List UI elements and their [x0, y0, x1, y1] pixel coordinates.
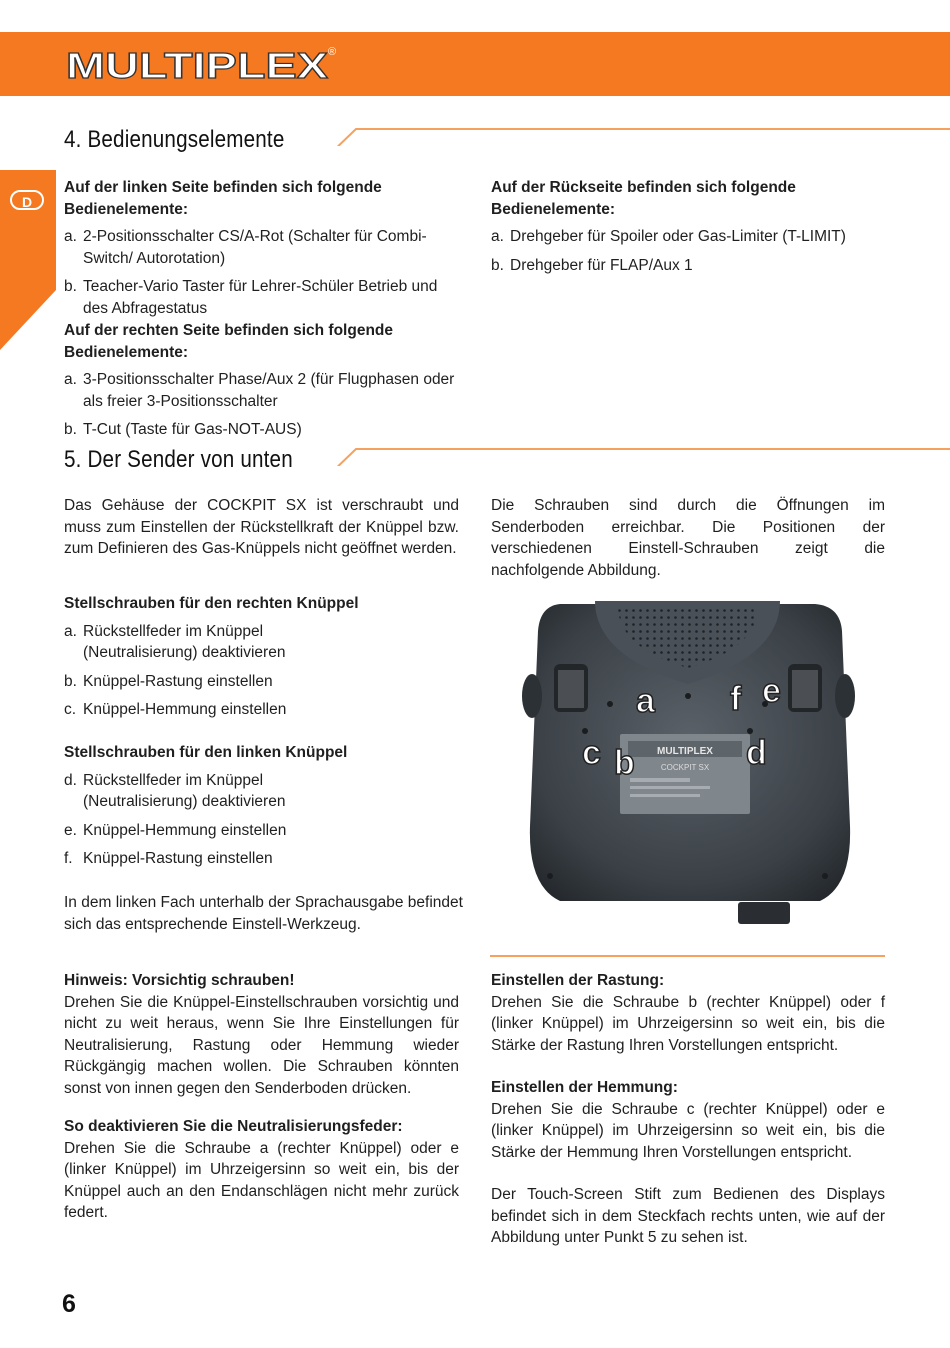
page-number: 6 — [62, 1290, 76, 1318]
item-letter: b. — [64, 421, 77, 438]
list-item — [64, 621, 464, 664]
left-stick-heading: Stellschrauben für den linken Knüppel — [64, 744, 348, 761]
left-side-heading: Auf der linken Seite befinden sich folgende Bedienelemente: — [64, 179, 382, 218]
item-text: Knüppel-Rastung einstellen — [83, 672, 273, 690]
item-text: Rückstellfeder im Knüppel (Neutralisierung) deaktivieren — [83, 622, 286, 661]
brand-name: MULTIPLEX — [66, 45, 328, 86]
item-text: Knüppel-Rastung einstellen — [83, 850, 273, 867]
item-text: Knüppel-Hemmung einstellen — [83, 701, 287, 718]
item-letter: a. — [64, 228, 77, 245]
photo-label-c: c — [582, 734, 601, 772]
item-letter: a. — [64, 622, 77, 640]
item-letter: c. — [64, 701, 77, 718]
photo-label-e: e — [762, 672, 781, 710]
photo-label-b: b — [614, 744, 635, 782]
photo-underline — [490, 955, 885, 957]
detent-heading: Einstellen der Rastung: — [491, 972, 665, 989]
item-letter: b. — [491, 256, 504, 274]
stylus-note: Der Touch-Screen Stift zum Bedienen des Displays befindet sich in dem Steckfach rechts unten, wie auf der Abbildung unter Punkt 5 zu sehen ist. — [491, 1186, 885, 1246]
hint-heading: Hinweis: Vorsichtig schrauben! — [64, 972, 295, 989]
list-item — [64, 226, 464, 269]
item-text: Teacher-Vario Taster für Lehrer-Schüler Betrieb und des Abfragestatus — [83, 278, 438, 317]
right-stick-block — [64, 593, 464, 728]
device-logo: MULTIPLEX — [657, 746, 713, 757]
back-side-heading: Auf der Rückseite befinden sich folgende Bedienelemente: — [491, 179, 796, 218]
list-item — [64, 276, 464, 319]
list-item — [64, 699, 464, 721]
item-text: Drehgeber für Spoiler oder Gas-Limiter (T-LIMIT) — [510, 228, 846, 245]
list-item — [64, 770, 464, 813]
tool-note: In dem linken Fach unterhalb der Sprachausgabe befindet sich das entsprechende Einstell-Werkzeug. — [64, 894, 463, 933]
section-4-title: 4. Bedienungselemente — [64, 126, 285, 153]
right-stick-heading: Stellschrauben für den rechten Knüppel — [64, 595, 359, 612]
list-item — [491, 226, 891, 248]
item-letter: b. — [64, 672, 77, 690]
photo-label-a: a — [636, 682, 655, 720]
friction-heading: Einstellen der Hemmung: — [491, 1079, 678, 1096]
right-side-heading: Auf der rechten Seite befinden sich folgende Bedienelemente: — [64, 322, 393, 361]
section-5-intro-right: Die Schrauben sind durch die Öffnungen im Senderboden erreichbar. Die Positionen der verschiedenen Einstell-Schrauben zeigt die nachfolgende Abbildung. — [491, 497, 885, 579]
section-5-title: 5. Der Sender von unten — [64, 446, 293, 473]
item-text: T-Cut (Taste für Gas-NOT-AUS) — [83, 421, 302, 438]
deactivate-heading: So deaktivieren Sie die Neutralisierungsfeder: — [64, 1118, 403, 1135]
deactivate-text: Drehen Sie die Schraube a (rechter Knüppel) oder e (linker Knüppel) im Uhrzeigersinn so weit ein, bis der Knüppel auch an den Endanschlägen nicht mehr zurück federt. — [64, 1139, 459, 1221]
item-letter: b. — [64, 278, 77, 295]
right-side-block — [64, 320, 464, 448]
item-text: Drehgeber für FLAP/Aux 1 — [510, 256, 693, 274]
list-item — [64, 820, 464, 842]
notes-right — [491, 970, 885, 1249]
left-stick-block — [64, 742, 464, 877]
section-4-rule — [0, 126, 950, 146]
item-letter: a. — [491, 228, 504, 245]
item-letter: a. — [64, 371, 77, 388]
list-item — [64, 671, 464, 693]
item-text: 3-Positionsschalter Phase/Aux 2 (für Flugphasen oder als freier 3-Positionsschalter — [83, 371, 455, 410]
item-text: Knüppel-Hemmung einstellen — [83, 821, 287, 839]
item-text: Rückstellfeder im Knüppel (Neutralisierung) deaktivieren — [83, 771, 286, 810]
back-side-block — [491, 177, 891, 283]
hint-text: Drehen Sie die Knüppel-Einstellschrauben vorsichtig und nicht zu weit heraus, wenn Sie Ihre Einstellungen für Neutralisierung, Rastung oder Hemmung wieder Rückgängig machen wollen. Die Schrauben könnten sonst von innen gegen den Senderboden drücken. — [64, 993, 459, 1097]
device-model: COCKPIT SX — [660, 763, 710, 772]
list-item — [64, 419, 464, 441]
language-badge: D — [10, 190, 44, 210]
item-letter: f. — [64, 850, 73, 867]
section-5-rule — [0, 446, 950, 466]
friction-text: Drehen Sie die Schraube c (rechter Knüppel) oder e (linker Knüppel) im Uhrzeigersinn so weit ein, bis die Stärke der Hemmung Ihren Vorstellungen entspricht. — [491, 1100, 885, 1161]
section-5-intro-left: Das Gehäuse der COCKPIT SX ist verschraubt und muss zum Einstellen der Rückstellkraft der Knüppel bzw. zum Definieren des Gas-Knüppels nicht geöffnet werden. — [64, 497, 459, 557]
registered-mark: ® — [328, 46, 336, 58]
list-item — [64, 369, 464, 412]
list-item — [491, 255, 891, 277]
transmitter-underside-photo — [490, 586, 885, 927]
photo-label-f: f — [730, 680, 742, 718]
detent-text: Drehen Sie die Schraube b (rechter Knüppel) oder f (linker Knüppel) im Uhrzeigersinn so weit ein, bis die Stärke der Rastung Ihren Vorstellungen entspricht. — [491, 993, 885, 1054]
list-item — [64, 848, 464, 870]
item-letter: e. — [64, 821, 77, 839]
left-side-block — [64, 177, 464, 326]
photo-label-d: d — [746, 734, 767, 772]
notes-left — [64, 970, 459, 1224]
item-letter: d. — [64, 771, 77, 789]
multiplex-logo — [66, 42, 336, 86]
item-text: 2-Positionsschalter CS/A-Rot (Schalter für Combi-Switch/ Autorotation) — [83, 228, 427, 267]
